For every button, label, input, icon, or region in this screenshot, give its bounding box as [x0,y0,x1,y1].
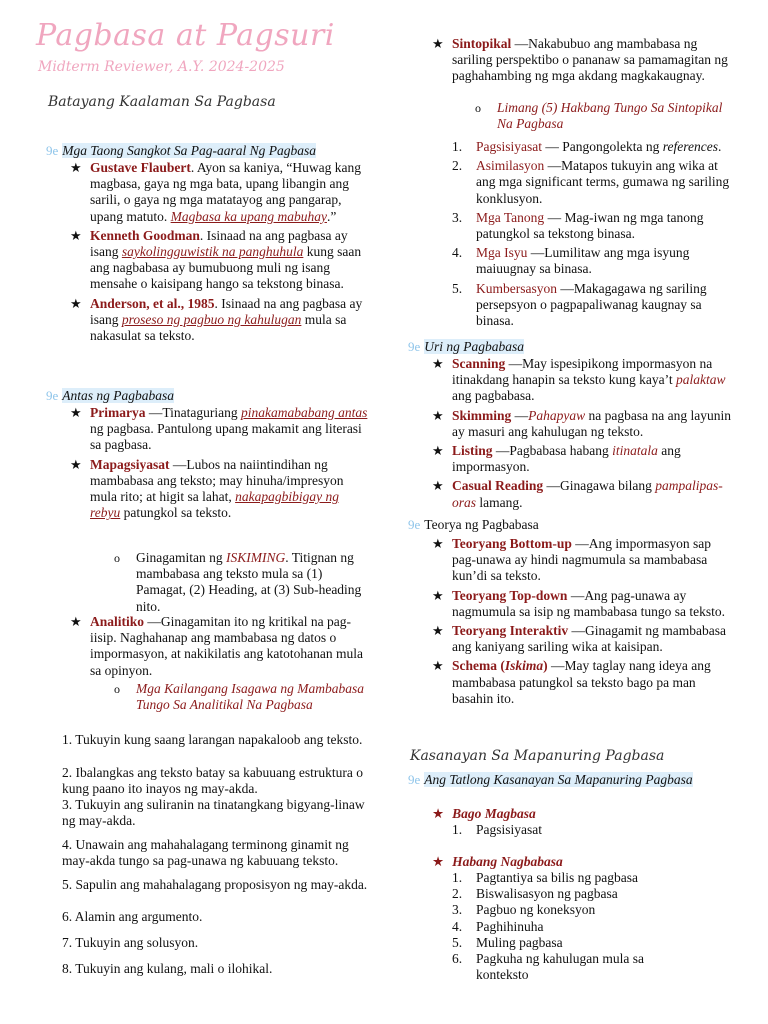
star-icon: ★ [432,536,444,551]
list-item: ★ Teoryang Top-down —Ang pag-unawa ay nagmumula sa isip ng mambabasa tungo sa teksto. [432,587,725,619]
list-item: ★ Teoryang Bottom-up —Ang impormasyon sap pag-unawa ay hindi nagmumula sa mambabasa kun’di sa teksto. [432,536,712,584]
list-item: 2. Asimilasyon —Matapos tukuyin ang wika at ang mga significant terms, gumawa ng sariling konklusyon. [452,158,730,206]
star-icon: ★ [432,36,444,51]
subheading-uri: 9e Uri ng Pagbabasa [408,339,525,354]
star-icon: ★ [432,658,444,674]
list-item: 5. Muling pagbasa [452,934,563,950]
taong-list [70,160,368,347]
star-icon: ★ [70,456,82,472]
subheading-tatlong-kasanayan: 9e Ang Tatlong Kasanayan Sa Mapanuring Pagbasa [408,772,693,787]
analitiko-step-8: 8. Tukuyin ang kulang, mali o ilohikal. [62,961,273,976]
analitiko-sub: o Mga Kailangang Isagawa ng Mambabasa Tungo Sa Analitikal Na Pagbasa [114,681,365,713]
section-heading-batayang: Batayang Kaalaman Sa Pagbasa [48,94,276,110]
star-icon: ★ [432,478,444,494]
circle-bullet-icon: o [114,682,120,696]
list-item: ★ Analitiko —Ginagamitan ito ng kritikal na pag-iisip. Naghahanap ang mambabasa ng datos o impormasyon, at nakikilatis ang katotohanan mula sa opinyon. [70,614,363,678]
list-item: ★ Sintopikal —Nakabubuo ang mambabasa ng sariling perspektibo o pananaw sa pamamagitan ng paghahambing ng mga akdang magkakaugnay. [432,36,728,84]
section-heading-kasanayan: Kasanayan Sa Mapanuring Pagbasa [410,748,665,764]
list-item: ★ Mapagsiyasat —Lubos na naiintindihan ng mambabasa ang teksto; may hinuha/impresyon mula rito; at higit sa lahat, nakapagbibigay ng rebyu patungkol sa teksto. [70,456,344,521]
list-item: ★ Schema (Iskima) —May taglay nang ideya ang mambabasa patungkol sa teksto bago pa man basahin ito. [432,658,711,706]
star-icon: ★ [432,356,444,371]
analitiko-step-1: 1. Tukuyin kung saang larangan napakaloob ang teksto. [62,732,363,747]
list-item: ★ Casual Reading —Ginagawa bilang pampalipas-oras lamang. [432,478,723,510]
document-title: Pagbasa at Pagsuri [36,18,335,53]
circle-bullet-icon: o [114,551,120,565]
star-icon: ★ [432,854,445,869]
heading-glyph-icon: 9e [408,772,421,787]
analitiko-step-3: 3. Tukuyin ang suliranin na tinatangkang bigyang-linaw ng may-akda. [62,797,365,829]
star-icon: ★ [432,806,445,821]
list-item: ★ Primarya —Tinataguriang pinakamababang antas ng pagbasa. Pantulong upang makamit ang literasi sa pagbasa. [70,405,368,453]
heading-glyph-icon: 9e [46,388,59,403]
analitiko-step-7: 7. Tukuyin ang solusyon. [62,935,199,950]
star-icon: ★ [432,443,444,459]
heading-glyph-icon: 9e [408,517,421,532]
teorya-list [432,536,737,710]
subheading-antas: 9e Antas ng Pagbabasa [46,388,175,403]
list-item: 1. Pagtantiya sa bilis ng pagbasa [452,870,638,885]
list-item: 6. Pagkuha ng kahulugan mula sa konteksto [452,951,644,983]
analitiko-step-6: 6. Alamin ang argumento. [62,909,203,924]
list-item: ★ Scanning —May ispesipikong impormasyon na itinakdang hanapin sa teksto kung kaya’t palaktaw ang pagbabasa. [432,356,726,404]
list-item: ★ Gustave Flaubert. Ayon sa kaniya, “Huwag kang magbasa, gaya ng mga bata, upang libangin ang sarili, o gaya ng mga matatayog ang pangarap, upang matuto. Magbasa ka upang mabuhay.” [70,160,361,224]
habang-nagbabasa-label: ★ Habang Nagbabasa [432,854,563,869]
antas-list [70,405,368,524]
sintopikal-sub: o Limang (5) Hakbang Tungo Sa Sintopikal Na Pagbasa [475,100,723,132]
sintopikal-list [432,36,737,88]
star-icon: ★ [432,623,444,639]
list-item: 3. Pagbuo ng koneksyon [452,902,596,918]
uri-list [432,356,737,514]
star-icon: ★ [70,405,82,420]
list-item: 3. Mga Tanong — Mag-iwan ng mga tanong patungkol sa tekstong binasa. [452,209,704,242]
heading-glyph-icon: 9e [46,143,59,158]
star-icon: ★ [432,407,444,423]
list-item: 4. Paghihinuha [452,918,544,934]
heading-glyph-icon: 9e [408,339,421,354]
star-icon: ★ [70,227,82,243]
analitiko-step-2: 2. Ibalangkas ang teksto batay sa kabuuang estruktura o kung paano ito inayos ng may-akda. [62,765,364,797]
document-subtitle: Midterm Reviewer, A.Y. 2024-2025 [38,59,285,75]
list-item: ★ Listing —Pagbabasa habang itinatala ang impormasyon. [432,443,681,475]
list-item: 4. Mga Isyu —Lumilitaw ang mga isyung maiuugnay sa binasa. [452,245,690,277]
antas-list-2 [70,614,368,682]
list-item: 1. Pagsisiyasat — Pangongolekta ng references. [452,139,722,154]
habang-steps [452,870,682,983]
mapagsiyasat-sub: o Ginagamitan ng ISKIMING. Titignan ng mambabasa ang teksto mula sa (1) Pamagat, (2) Heading, at (3) Sub-heading nito. [114,550,362,614]
list-item: 1. Pagsisiyasat [452,822,542,837]
list-item: 2. Biswalisasyon ng pagbasa [452,886,618,902]
bago-steps [452,822,737,838]
star-icon: ★ [70,160,82,175]
analitiko-step-5: 5. Sapulin ang mahahalagang proposisyon ng may-akda. [62,877,368,892]
subheading-teorya: 9e Teorya ng Pagbabasa [408,517,539,532]
star-icon: ★ [70,295,82,311]
list-item: 5. Kumbersasyon —Makagagawa ng sariling persepsyon o pagpapaliwanag kaugnay sa binasa. [452,280,707,329]
sintopikal-steps [452,139,737,329]
bago-magbasa-label: ★ Bago Magbasa [432,806,536,821]
subheading-mga-taong: 9e Mga Taong Sangkot Sa Pag-aaral Ng Pagbasa [46,143,317,158]
circle-bullet-icon: o [475,101,481,115]
list-item: ★ Kenneth Goodman. Isinaad na ang pagbasa ay isang saykolingguwistik na panghuhula kung saan ang nagbabasa ay bumubuong muli ng isang mensahe o kaisipang hango sa tekstong binasa. [70,227,362,292]
star-icon: ★ [70,614,82,629]
analitiko-step-4: 4. Unawain ang mahahalagang terminong ginamit ng may-akda tungo sa pag-unawa ng kabuuang teksto. [62,837,349,869]
list-item: ★ Skimming —Pahapyaw na pagbasa na ang layunin ay masuri ang kahulugan ng teksto. [432,407,731,439]
list-item: ★ Teoryang Interaktiv —Ginagamit ng mambabasa ang kaniyang sariling wika at kaisipan. [432,623,726,655]
list-item: ★ Anderson, et al., 1985. Isinaad na ang pagbasa ay isang proseso ng pagbuo ng kahulugan mula sa nakasulat sa teksto. [70,295,363,344]
star-icon: ★ [432,587,444,603]
